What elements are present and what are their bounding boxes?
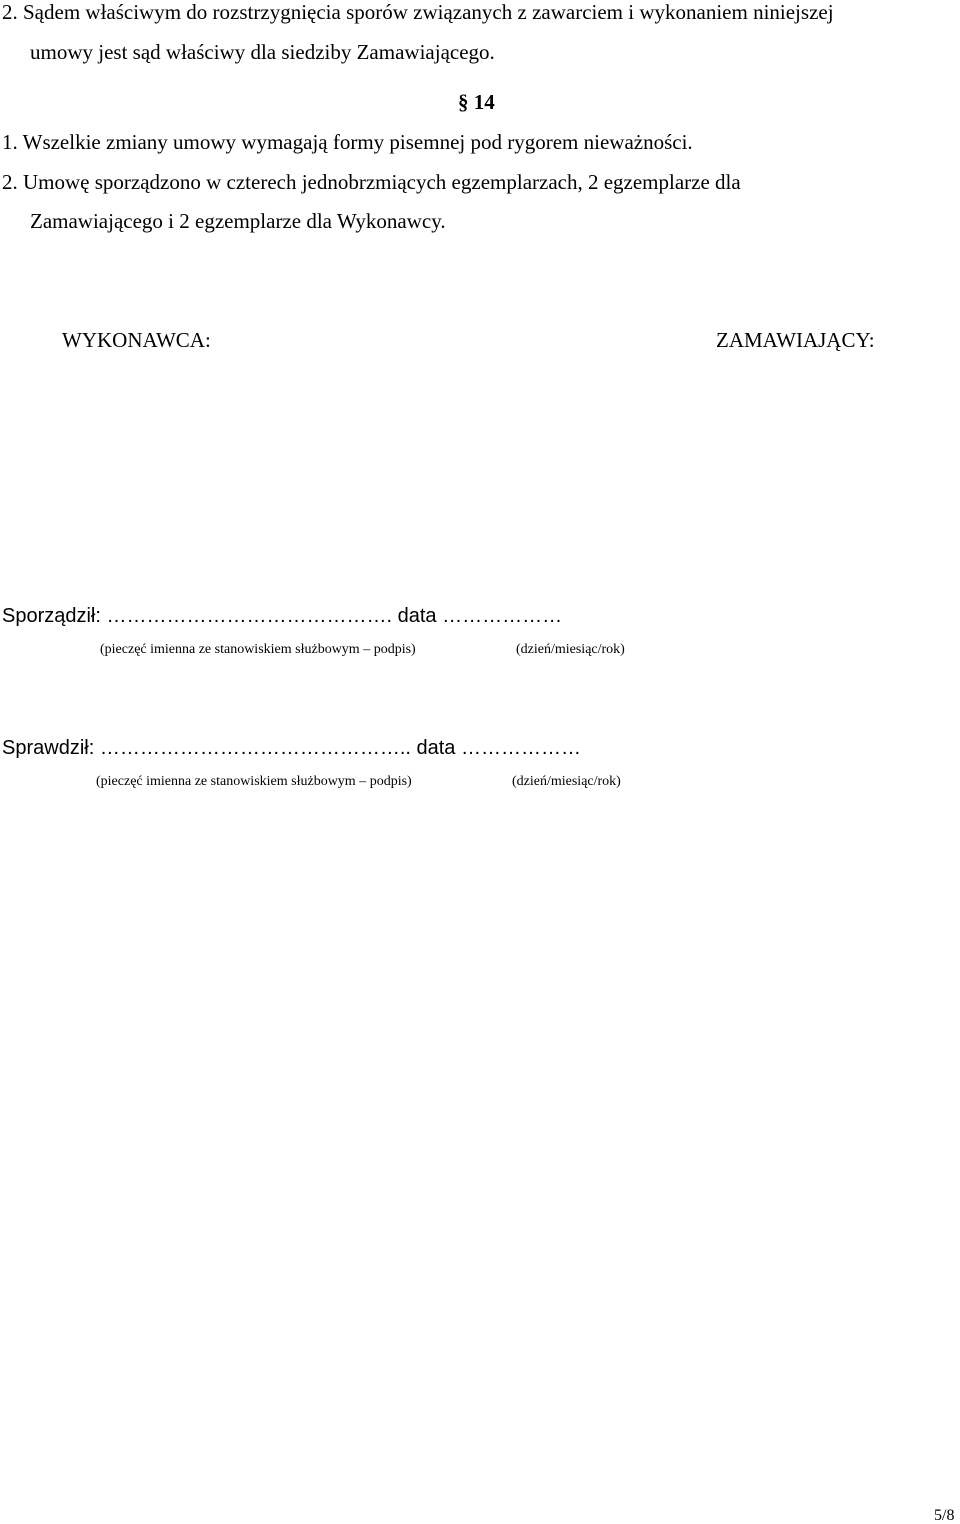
paragraph-copies-line2: Zamawiającego i 2 egzemplarze dla Wykonawcy. bbox=[30, 209, 446, 233]
paragraph-jurisdiction-line2: umowy jest sąd właściwy dla siedziby Zamawiającego. bbox=[30, 40, 495, 64]
section-heading: § 14 bbox=[458, 90, 495, 114]
employer-label: ZAMAWIAJĄCY: bbox=[716, 328, 875, 352]
checked-signature-caption: (pieczęć imienna ze stanowiskiem służbowym – podpis) bbox=[96, 774, 412, 789]
page-number: 5/8 bbox=[934, 1507, 955, 1524]
contractor-label: WYKONAWCA: bbox=[62, 328, 211, 352]
paragraph-copies-line1: 2. Umowę sporządzono w czterech jednobrzmiących egzemplarzach, 2 egzemplarze dla bbox=[2, 170, 741, 194]
paragraph-changes: 1. Wszelkie zmiany umowy wymagają formy pisemnej pod rygorem nieważności. bbox=[2, 130, 693, 154]
prepared-date-caption: (dzień/miesiąc/rok) bbox=[516, 642, 625, 657]
checked-by-line: Sprawdził: ……………………………………….. data ……………… bbox=[2, 737, 581, 759]
paragraph-jurisdiction-line1: 2. Sądem właściwym do rozstrzygnięcia sporów związanych z zawarciem i wykonaniem niniejszej bbox=[2, 0, 834, 24]
checked-date-caption: (dzień/miesiąc/rok) bbox=[512, 774, 621, 789]
prepared-by-line: Sporządził: ……………………………………. data ……………… bbox=[2, 605, 563, 627]
prepared-signature-caption: (pieczęć imienna ze stanowiskiem służbowym – podpis) bbox=[100, 642, 416, 657]
